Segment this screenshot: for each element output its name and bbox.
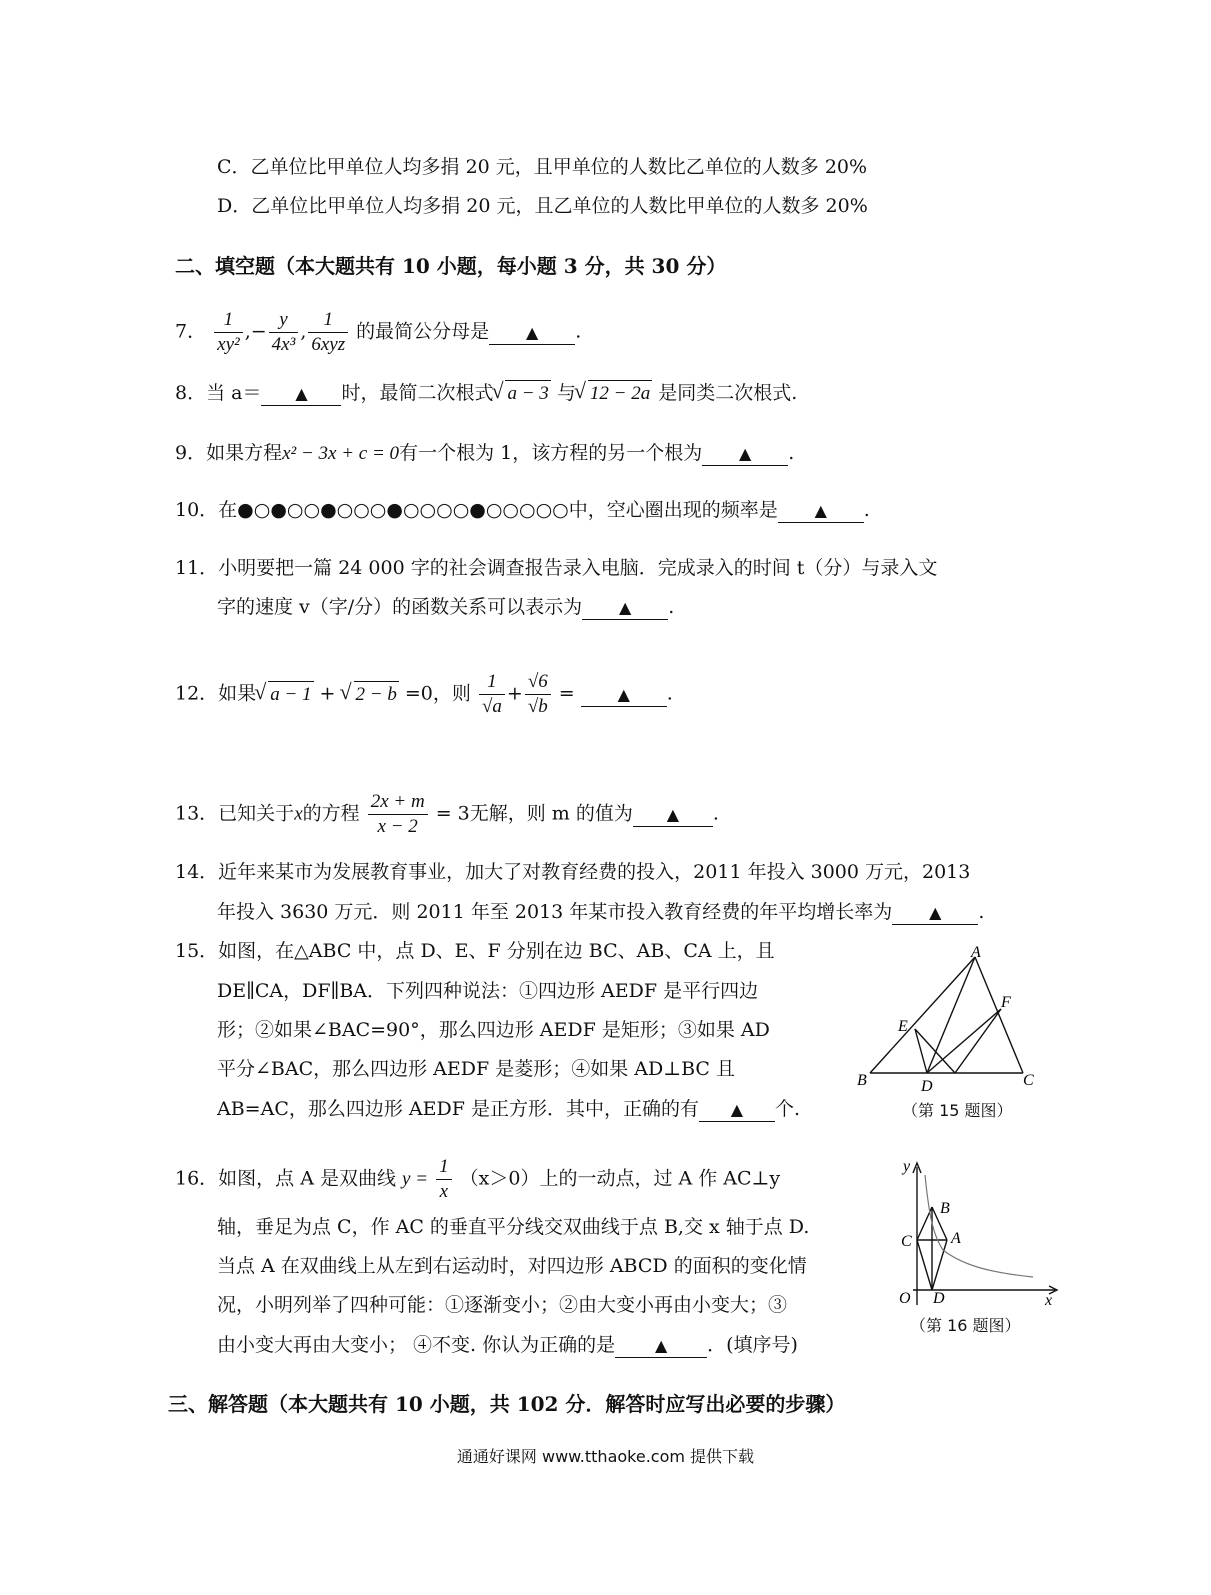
- question-11-line-1: 11．小明要把一篇 24 000 字的社会调查报告录入电脑．完成录入的时间 t（分）与录入文: [175, 557, 938, 579]
- fraction-1-over-sqrt-a: $\frac{1}{√a}$: [479, 670, 505, 719]
- question-14-text: 年投入 3630 万元．则 2011 年至 2013 年某市投入教育经费的年平均增长率为: [217, 901, 893, 923]
- label-O: O: [899, 1290, 911, 1307]
- label-C: C: [1023, 1072, 1034, 1089]
- answer-blank-13[interactable]: ▲: [633, 804, 713, 827]
- question-11-line-2: 字的速度 v（字/分）的函数关系可以表示为 ▲ .: [217, 596, 675, 618]
- axis-label-x: x: [1045, 1292, 1053, 1309]
- answer-blank-9[interactable]: ▲: [702, 443, 788, 466]
- question-15-line-1: 15．如图，在△ABC 中，点 D、E、F 分别在边 BC、AB、CA 上，且: [175, 940, 775, 962]
- answer-blank-12[interactable]: ▲: [581, 684, 667, 707]
- axis-label-y: y: [903, 1158, 911, 1175]
- label-C: C: [901, 1233, 912, 1250]
- answer-blank-11[interactable]: ▲: [582, 597, 668, 620]
- answer-blank-14[interactable]: ▲: [892, 902, 978, 925]
- question-13: 13．已知关于x的方程 $\frac{2x + m}{x - 2}$ = 3无解，则 m 的值为 ▲ .: [175, 791, 719, 837]
- choice-d: D．乙单位比甲单位人均多捐 20 元，且乙单位的人数比甲单位的人数多 20%: [217, 195, 868, 217]
- question-8-mid: 时，最简二次根式: [341, 382, 494, 404]
- question-12-mid: =0，则: [404, 682, 471, 705]
- section-3-title: 三、解答题（本大题共有 10 小题，共 102 分．解答时应写出必要的步骤）: [168, 1392, 846, 1416]
- question-15-text: AB=AC，那么四边形 AEDF 是正方形．其中，正确的有: [217, 1098, 699, 1120]
- label-D: D: [933, 1290, 945, 1307]
- fraction-1-over-xy2: $\frac{1}{\text{xy²}}$: [214, 308, 243, 357]
- question-16-line-2: 轴，垂足为点 C，作 AC 的垂直平分线交双曲线于点 B,交 x 轴于点 D.: [217, 1216, 810, 1238]
- label-F: F: [1001, 994, 1011, 1011]
- label-A: A: [971, 945, 981, 961]
- question-15-unit: 个.: [774, 1098, 800, 1120]
- answer-blank-8[interactable]: ▲: [261, 383, 341, 406]
- label-B: B: [857, 1072, 867, 1089]
- fraction-1-over-x: $\frac{1}{x}$: [436, 1155, 452, 1204]
- question-7-number: 7．: [175, 320, 207, 343]
- question-13-mid: 的方程: [302, 802, 360, 825]
- answer-blank-15[interactable]: ▲: [699, 1099, 775, 1122]
- fraction-2x-plus-m-over-x-minus-2: $\frac{2x + m}{x - 2}$: [368, 790, 428, 839]
- fraction-y-over-4x3: $\frac{y}{\text{4x³}}$: [269, 308, 299, 357]
- figure-16-hyperbola: [895, 1155, 1065, 1315]
- answer-blank-16[interactable]: ▲: [615, 1335, 707, 1358]
- question-10-text: 10．在●○●○○●○○○●○○○○●○○○○○中，空心圈出现的频率是: [175, 499, 778, 521]
- radical-12-minus-2a: √ 12 − 2a: [588, 380, 652, 407]
- question-12-pre: 12．如果: [175, 682, 257, 705]
- radical-a-minus-3: √ a − 3: [505, 380, 550, 407]
- question-9-post: 有一个根为 1，该方程的另一个根为: [399, 442, 703, 464]
- question-11-text: 字的速度 v（字/分）的函数关系可以表示为: [217, 596, 583, 618]
- question-7: 7． $\frac{1}{\text{xy²}}$ ,− $\frac{y}{\text{4x³}}$ , $\frac{1}{\text{6xyz}}$ 的最简公分母是 ▲ .: [175, 309, 582, 355]
- question-16-line-5: [217, 1332, 798, 1358]
- question-8-and: 与: [556, 382, 576, 404]
- question-14-line-1: 14．近年来某市为发展教育事业，加大了对教育经费的投入，2011 年投入 3000 万元，2013: [175, 861, 971, 883]
- question-10: 10．在●○●○○●○○○●○○○○●○○○○○中，空心圈出现的频率是 ▲ .: [175, 499, 870, 521]
- question-16-post: （x＞0）上的一动点，过 A 作 AC⊥y: [459, 1167, 781, 1190]
- question-9-pre: 9．如果方程: [175, 442, 283, 464]
- section-2-title: 二、填空题（本大题共有 10 小题，每小题 3 分，共 30 分）: [175, 254, 727, 278]
- question-14-line-2: 年投入 3630 万元．则 2011 年至 2013 年某市投入教育经费的年平均增长率为 ▲ .: [217, 901, 985, 923]
- label-E: E: [898, 1018, 908, 1035]
- question-13-post: 无解，则 m 的值为: [469, 802, 633, 825]
- question-16-line-1: 16．如图，点 A 是双曲线 y = $\frac{1}{x}$ （x＞0）上的一动点，过 A 作 AC⊥y: [175, 1156, 781, 1202]
- question-8: [175, 380, 797, 407]
- question-15-line-5: [217, 1096, 800, 1122]
- label-B: B: [940, 1200, 950, 1217]
- question-8-pre: 8．当 a＝: [175, 382, 262, 404]
- radical-2-minus-b: √ 2 − b: [354, 681, 399, 708]
- question-7-text: 的最简公分母是: [356, 320, 490, 343]
- choice-c: C．乙单位比甲单位人均多捐 20 元，且甲单位的人数比乙单位的人数多 20%: [217, 156, 868, 178]
- label-A: A: [951, 1230, 961, 1247]
- answer-blank-10[interactable]: ▲: [778, 500, 864, 523]
- question-16-suffix: ．(填序号): [707, 1334, 798, 1356]
- question-16-line-3: 当点 A 在双曲线上从左到右运动时，对四边形 ABCD 的面积的变化情: [217, 1255, 807, 1277]
- question-13-pre: 13．已知关于: [175, 802, 295, 825]
- fraction-1-over-6xyz: $\frac{1}{\text{6xyz}}$: [308, 308, 348, 357]
- answer-blank-7[interactable]: ▲: [489, 322, 575, 345]
- question-12: 12．如果√ a − 1 + √ 2 − b =0，则 $\frac{1}{√a}$ + $\frac{√6}{√b}$ = ▲ .: [175, 670, 673, 719]
- radical-a-minus-1: √ a − 1: [268, 681, 313, 708]
- question-8-post: 是同类二次根式.: [658, 382, 798, 404]
- question-16-pre: 16．如图，点 A 是双曲线: [175, 1167, 396, 1190]
- page-footer: 通通好课网 www.tthaoke.com 提供下载: [456, 1447, 755, 1466]
- question-15-line-4: 平分∠BAC，那么四边形 AEDF 是菱形；④如果 AD⊥BC 且: [217, 1058, 735, 1080]
- question-13-variable: x: [294, 803, 303, 825]
- fraction-sqrt6-over-sqrt-b: $\frac{√6}{√b}$: [525, 670, 551, 719]
- question-16-text: 由小变大再由大变小； ④不变. 你认为正确的是: [217, 1334, 616, 1356]
- figure-16-caption: （第 16 题图）: [910, 1316, 1021, 1335]
- question-16-line-4: 况，小明列举了四种可能：①逐渐变小；②由大变小再由小变大；③: [217, 1294, 788, 1316]
- label-D: D: [921, 1078, 933, 1093]
- question-15-line-3: 形；②如果∠BAC=90°，那么四边形 AEDF 是矩形；③如果 AD: [217, 1019, 770, 1041]
- figure-15-caption: （第 15 题图）: [902, 1101, 1013, 1120]
- question-9-equation: x² − 3x + c = 0: [282, 443, 400, 464]
- figure-15-triangle: [855, 945, 1045, 1093]
- question-15-line-2: DE∥CA，DF∥BA．下列四种说法：①四边形 AEDF 是平行四边: [217, 980, 759, 1002]
- question-9: 9．如果方程x² − 3x + c = 0有一个根为 1，该方程的另一个根为 ▲ .: [175, 442, 795, 464]
